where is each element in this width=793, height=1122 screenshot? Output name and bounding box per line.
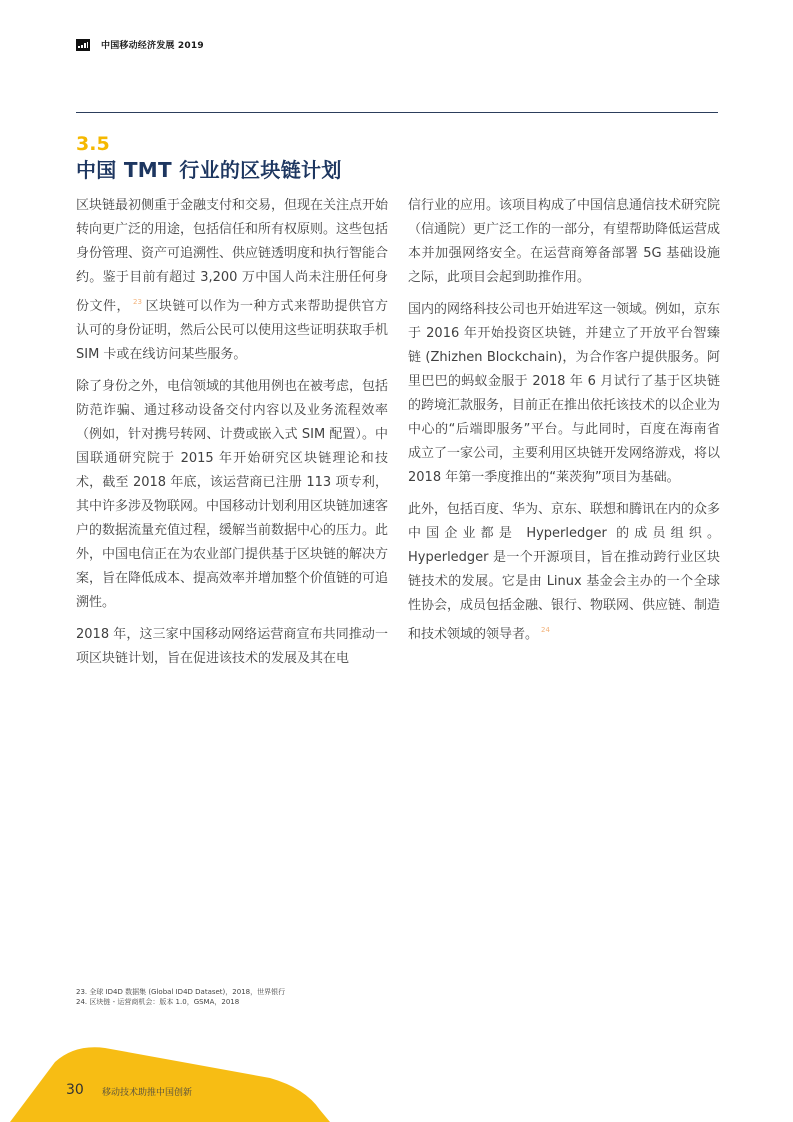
paragraph: [408, 194, 720, 290]
header-divider: [76, 112, 718, 113]
paragraph-text: 国内的网络科技公司也开始进军这一领域。例如，京东于 2016 年开始投资区块链，并建立了开放平台智臻链 (Zhizhen Blockchain)，为合作客户提供服务。阿里巴巴的蚂蚁金服于 2018 年 6 月试行了基于区块链的跨境汇款服务，目前正在推出依托该技术的以企业为中心的“后端即服务”平台。与此同时，百度在海南省成立了一家公司，主要利用区块链开发网络游戏，将以 2018 年第一季度推出的“莱茨狗”项目为基础。: [408, 302, 721, 485]
left-column: [76, 194, 388, 679]
paragraph-text: 2018 年，这三家中国移动网络运营商宣布共同推动一项区块链计划，旨在促进该技术的发展及其在电: [76, 627, 388, 666]
paragraph-text: 区块链可以作为一种方式来帮助提供官方认可的身份证明，然后公民可以使用这些证明获取手机 SIM 卡或在线访问某些服务。: [76, 299, 389, 362]
paragraph-text: 除了身份之外，电信领域的其他用例也在被考虑，包括防范诈骗、通过移动设备交付内容以及业务流程效率（例如，针对携号转网、计费或嵌入式 SIM 配置）。中国联通研究院于 2015 年开始研究区块链理论和技术，截至 2018 年底，该运营商已注册 113 项专利，其中许多涉及物联网。中国移动计划利用区块链加速客户的数据流量充值过程，缓解当前数据中心的压力。此外，中国电信正在为农业部门提供基于区块链的解决方案，旨在降低成本、提高效率并增加整个价值链的可追溯性。: [76, 379, 389, 610]
footnote-ref[interactable]: 24: [541, 626, 550, 634]
paragraph: [76, 623, 388, 671]
right-column: [408, 194, 720, 655]
running-header: [76, 38, 204, 51]
section-number: 3.5: [76, 133, 110, 155]
paragraph-text: 区块链最初侧重于金融支付和交易，但现在关注点开始转向更广泛的用途，包括信任和所有权原则。这些包括身份管理、资产可追溯性、供应链透明度和执行智能合约。鉴于目前有超过 3,200 万中国人尚未注册任何身份文件，: [76, 198, 389, 314]
header-title: 中国移动经济发展 2019: [101, 41, 204, 51]
paragraph-text: 此外，包括百度、华为、京东、联想和腾讯在内的众多中国企业都是 Hyperledger 的成员组织。Hyperledger 是一个开源项目，旨在推动跨行业区块链技术的发展。它是由 Linux 基金会主办的一个全球性协会，成员包括金融、银行、物联网、供应链、制造和技术领域的领导者。: [408, 502, 721, 642]
paragraph-text: 信行业的应用。该项目构成了中国信息通信技术研究院（信通院）更广泛工作的一部分，有望帮助降低运营成本并加强网络安全。在运营商筹备部署 5G 基础设施之际，此项目会起到助推作用。: [408, 198, 721, 285]
bar-chart-logo-icon: [76, 39, 90, 51]
footnotes: [76, 987, 285, 1007]
paragraph: [76, 194, 388, 367]
paragraph: [76, 375, 388, 615]
section-title: 中国 TMT 行业的区块链计划: [76, 158, 342, 182]
footnote-ref[interactable]: 23: [133, 298, 142, 306]
paragraph: [408, 298, 720, 490]
paragraph: [408, 498, 720, 647]
footer-accent-shape: [0, 1040, 400, 1122]
page-number: 30: [66, 1082, 84, 1098]
footnote-item: 24. 区块链 - 运营商机会：版本 1.0，GSMA，2018: [76, 998, 240, 1006]
footnote-item: 23. 全球 ID4D 数据集 (Global ID4D Dataset)，2018，世界银行: [76, 988, 286, 996]
footer-label: 移动技术助推中国创新: [102, 1088, 193, 1098]
